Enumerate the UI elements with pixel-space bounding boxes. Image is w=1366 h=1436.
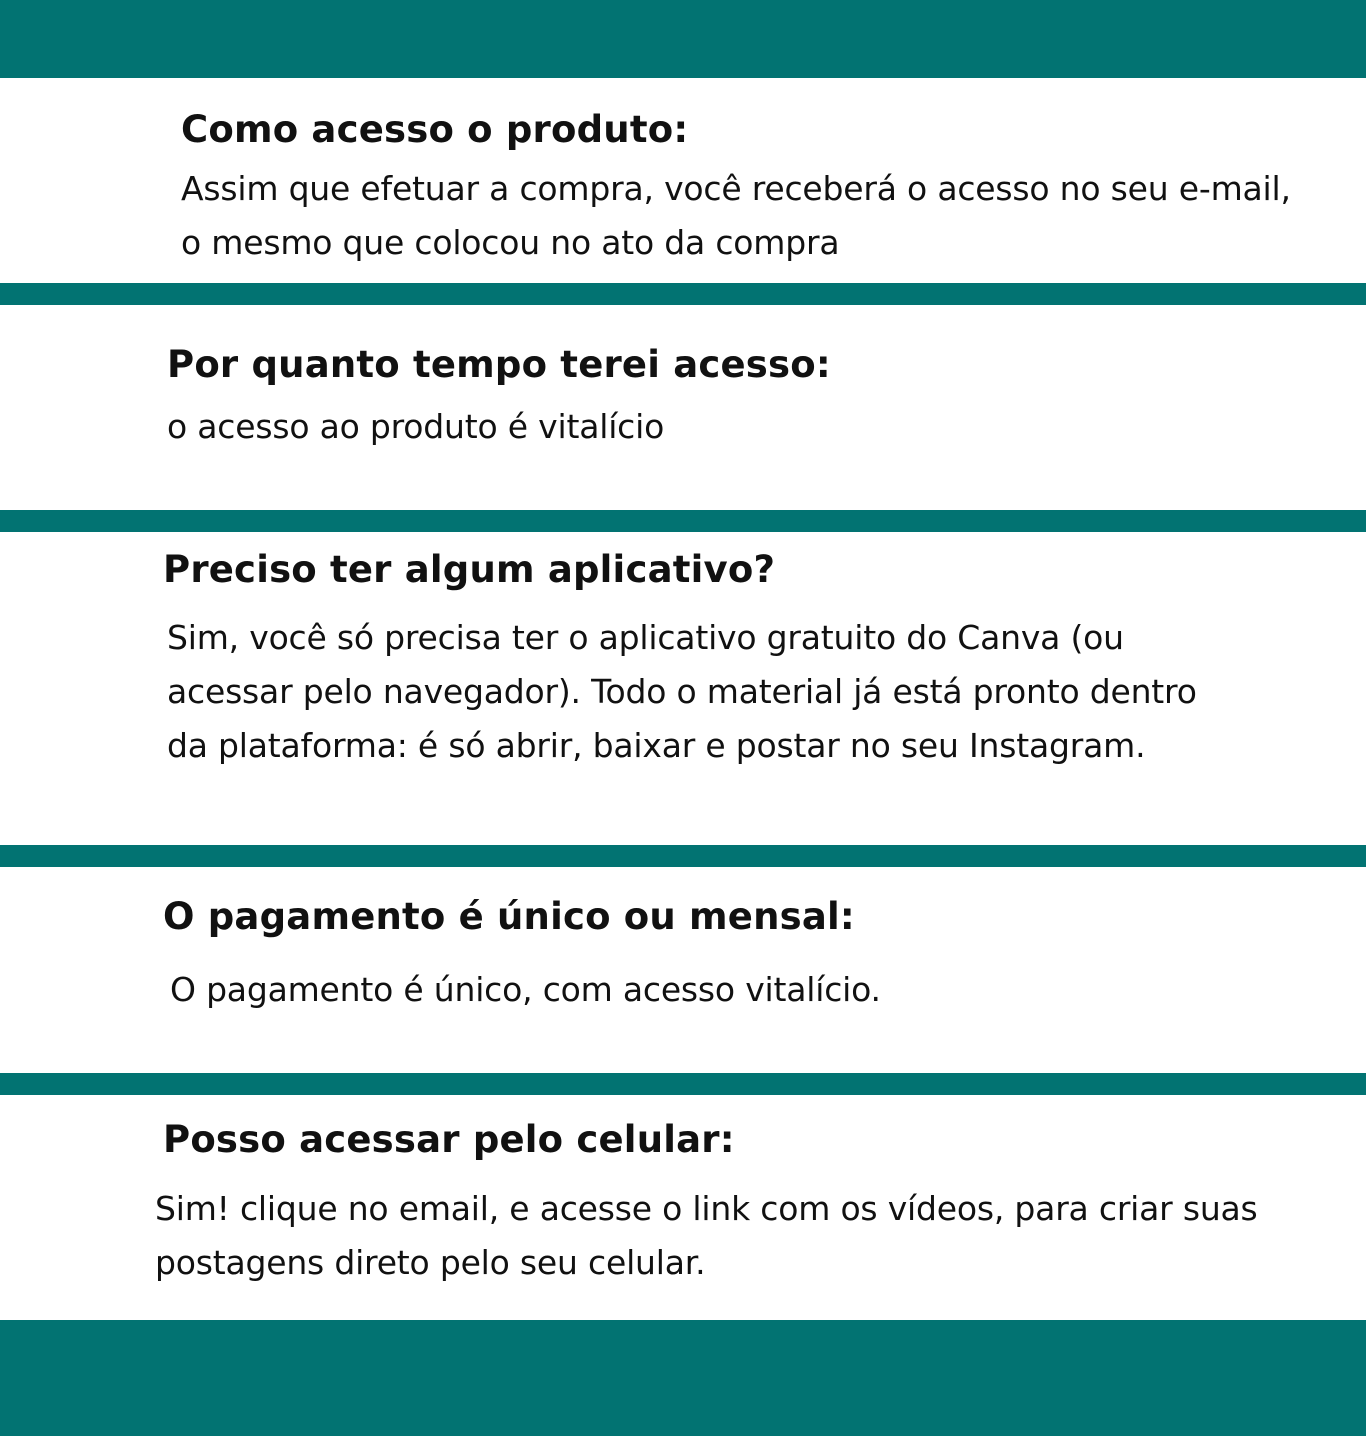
divider-bar <box>0 1073 1366 1095</box>
faq-answer: O pagamento é único, com acesso vitalício. <box>170 970 881 1009</box>
faq-item-access <box>181 108 1321 270</box>
top-bar <box>0 0 1366 78</box>
bottom-bar <box>0 1320 1366 1436</box>
faq-question: O pagamento é único ou mensal: <box>163 895 855 938</box>
faq-item-payment <box>163 895 1313 1017</box>
faq-question: Como acesso o produto: <box>181 108 689 151</box>
faq-question: Por quanto tempo terei acesso: <box>167 343 831 386</box>
divider-bar <box>0 283 1366 305</box>
faq-item-app <box>163 548 1223 773</box>
faq-question: Posso acessar pelo celular: <box>163 1118 735 1161</box>
faq-question: Preciso ter algum aplicativo? <box>163 548 776 591</box>
faq-item-mobile <box>155 1118 1283 1290</box>
divider-bar <box>0 845 1366 867</box>
faq-item-duration <box>167 343 1317 454</box>
faq-answer: o acesso ao produto é vitalício <box>167 407 665 446</box>
divider-bar <box>0 510 1366 532</box>
faq-answer: Sim, você só precisa ter o aplicativo gratuito do Canva (ou acessar pelo navegador). Todo o material já está pronto dentro da plataforma: é só abrir, baixar e postar no seu Instagram. <box>167 618 1197 765</box>
faq-answer: Sim! clique no email, e acesse o link com os vídeos, para criar suas postagens direto pelo seu celular. <box>155 1189 1258 1282</box>
faq-answer: Assim que efetuar a compra, você receberá o acesso no seu e-mail, o mesmo que colocou no ato da compra <box>181 169 1291 262</box>
